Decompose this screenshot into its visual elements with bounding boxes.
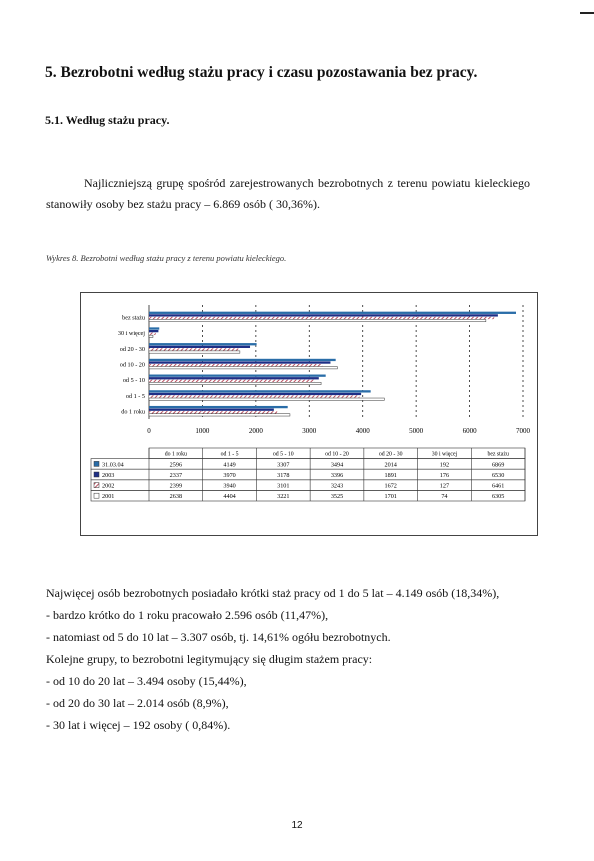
- summary-line: - bardzo krótko do 1 roku pracowało 2.596 osób (11,47%),: [46, 608, 329, 622]
- page-number: 12: [291, 820, 303, 831]
- bar: [149, 343, 257, 345]
- table-value: 2014: [384, 461, 397, 469]
- table-header-cell: do 1 roku: [164, 451, 187, 458]
- bar: [149, 393, 361, 395]
- x-tick-label: 7000: [516, 427, 530, 435]
- scan-edge-mark: [580, 12, 594, 14]
- table-value: 6869: [491, 461, 505, 469]
- bar: [149, 380, 315, 382]
- bar: [149, 319, 486, 321]
- bar: [149, 317, 494, 319]
- bar: [149, 398, 384, 400]
- table-value: 6305: [491, 493, 505, 501]
- bar: [149, 377, 319, 379]
- bar: [149, 409, 274, 411]
- bar: [149, 335, 153, 337]
- legend-label: 31.03.04: [102, 461, 124, 469]
- bar: [149, 346, 250, 348]
- bar: [149, 364, 322, 366]
- bar: [149, 361, 330, 363]
- table-value: 3940: [223, 482, 236, 490]
- legend-label: 2002: [102, 482, 115, 490]
- x-tick-label: 3000: [302, 427, 317, 435]
- table-value: 3525: [330, 493, 344, 501]
- bar: [149, 382, 321, 384]
- table-value: 127: [439, 482, 450, 490]
- table-value: 3396: [330, 472, 344, 479]
- bar: [149, 411, 277, 413]
- table-value: 6461: [491, 482, 505, 490]
- bar: [149, 414, 290, 416]
- table-value: 2399: [169, 482, 183, 490]
- table-row: [91, 469, 525, 480]
- legend-swatch: [94, 461, 99, 466]
- chart-caption: Wykres 8. Bezrobotni według stażu pracy z terenu powiatu kieleckiego.: [46, 253, 287, 263]
- bar: [149, 312, 516, 314]
- table-value: 3178: [277, 472, 290, 479]
- category-label: od 20 - 30: [119, 345, 145, 353]
- x-tick-label: 4000: [355, 427, 370, 435]
- table-value: 176: [439, 472, 450, 479]
- legend-label: 2001: [102, 493, 115, 501]
- category-label: od 5 - 10: [122, 377, 145, 385]
- legend-swatch: [94, 483, 99, 488]
- table-value: 2638: [169, 493, 183, 501]
- table-value: 2596: [169, 461, 183, 469]
- table-value: 1672: [384, 482, 397, 490]
- bar: [149, 330, 158, 332]
- bar: [149, 351, 240, 353]
- bar: [149, 359, 336, 361]
- x-tick-label: 6000: [462, 427, 477, 435]
- category-label: bez stażu: [122, 314, 145, 322]
- bar: [149, 333, 156, 335]
- summary-line: - od 10 do 20 lat – 3.494 osoby (15,44%),: [46, 674, 247, 688]
- summary-line: - od 20 do 30 lat – 2.014 osób (8,9%),: [46, 696, 229, 710]
- x-tick-label: 0: [147, 427, 151, 435]
- table-value: 3970: [223, 472, 236, 479]
- bar: [149, 327, 159, 329]
- table-value: 1891: [384, 472, 397, 479]
- table-header-cell: od 1 - 5: [220, 451, 239, 458]
- x-tick-label: 5000: [409, 427, 424, 435]
- table-row: [91, 490, 525, 501]
- table-value: 3221: [277, 493, 290, 501]
- summary-line: - natomiast od 5 do 10 lat – 3.307 osób, tj. 14,61% ogółu bezrobotnych.: [46, 630, 391, 644]
- table-value: 3101: [277, 482, 290, 490]
- legend-swatch: [94, 472, 99, 477]
- table-value: 2337: [169, 472, 183, 479]
- table-value: 4404: [223, 493, 236, 501]
- table-value: 4149: [223, 461, 236, 469]
- x-tick-label: 1000: [195, 427, 210, 435]
- table-value: 3243: [330, 482, 344, 490]
- table-header-cell: od 20 - 30: [378, 451, 403, 458]
- table-value: 74: [441, 493, 448, 501]
- chart-svg: [81, 293, 537, 535]
- bar: [149, 406, 288, 408]
- category-label: od 10 - 20: [119, 361, 145, 369]
- intro-paragraph: [46, 173, 530, 215]
- table-header-cell: od 5 - 10: [272, 451, 294, 458]
- category-label: 30 i więcej: [117, 330, 145, 338]
- table-row: [91, 459, 525, 470]
- summary-line: - 30 lat i więcej – 192 osoby ( 0,84%).: [46, 718, 231, 732]
- table-value: 192: [439, 461, 450, 469]
- intro-paragraph-text: Najliczniejszą grupę spośród zarejestrowanych bezrobotnych z terenu powiatu kieleckiego stanowiły osoby bez stażu pracy – 6.869 osób ( 30,36%).: [46, 176, 530, 211]
- x-tick-label: 2000: [248, 427, 263, 435]
- table-value: 1701: [384, 493, 397, 501]
- bar: [149, 390, 371, 392]
- table-value: 3307: [277, 461, 290, 469]
- table-value: 6530: [491, 472, 505, 479]
- summary-text: [46, 582, 546, 736]
- bar: [149, 367, 337, 369]
- subsection-heading: 5.1. Według stażu pracy.: [45, 113, 170, 127]
- table-header-cell: od 10 - 20: [325, 451, 349, 458]
- bar: [149, 395, 360, 397]
- summary-line: Kolejne grupy, to bezrobotni legitymujący się długim stażem pracy:: [46, 652, 373, 666]
- bar: [149, 314, 498, 316]
- legend-label: 2003: [102, 472, 115, 479]
- table-header-cell: 30 i więcej: [431, 451, 458, 458]
- table-value: 3494: [330, 461, 344, 469]
- bar-chart: [80, 292, 538, 536]
- table-header-cell: bez stażu: [487, 451, 509, 458]
- category-label: do 1 roku: [121, 408, 145, 416]
- category-label: od 1 - 5: [125, 392, 145, 400]
- bar: [149, 375, 326, 377]
- summary-line: Najwięcej osób bezrobotnych posiadało krótki staż pracy od 1 do 5 lat – 4.149 osób (18,34%),: [46, 586, 500, 600]
- section-heading: 5. Bezrobotni według stażu pracy i czasu pozostawania bez pracy.: [45, 64, 478, 81]
- legend-swatch: [94, 493, 99, 498]
- bar: [149, 348, 238, 350]
- table-row: [91, 480, 525, 491]
